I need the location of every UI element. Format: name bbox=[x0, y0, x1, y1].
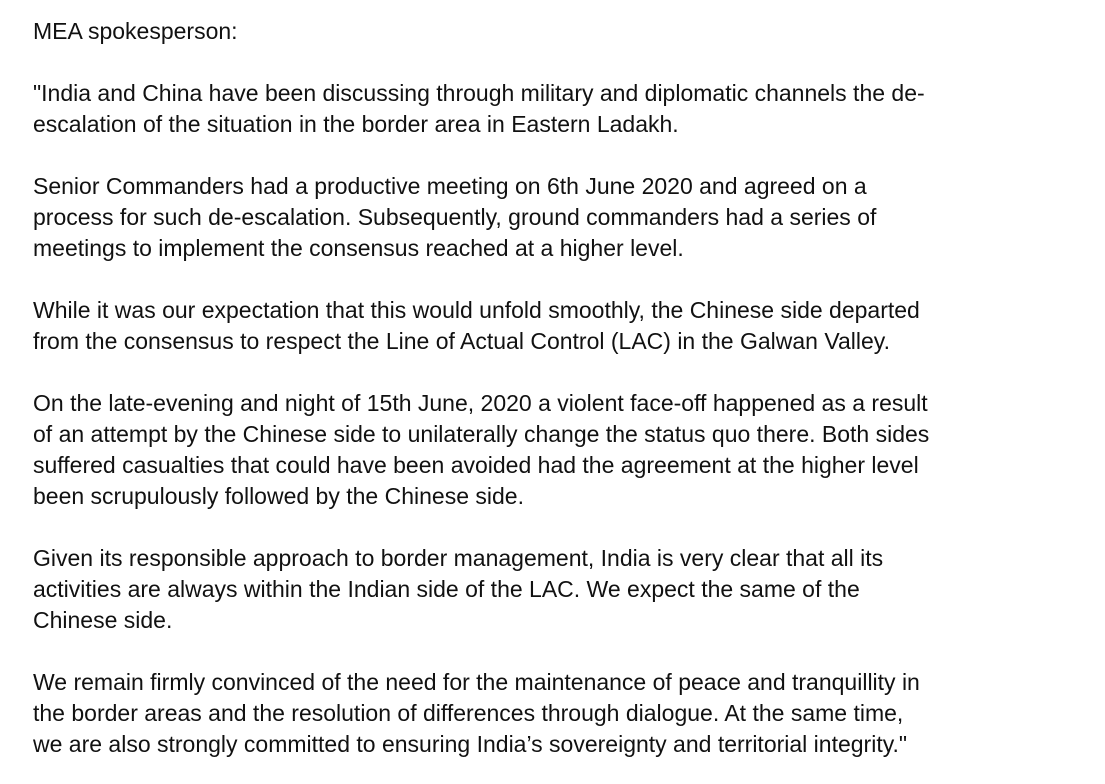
statement-paragraph-5: Given its responsible approach to border management, India is very clear that all its activities are always within the Indian side of the LAC. We expect the same of the Chinese side. bbox=[33, 545, 884, 633]
statement-heading: MEA spokesperson: bbox=[33, 18, 238, 44]
statement-paragraph-2: Senior Commanders had a productive meeting on 6th June 2020 and agreed on a process for such de-escalation. Subsequently, ground commanders had a series of meetings to implement the consensus reached at a higher level. bbox=[33, 173, 877, 261]
statement-document bbox=[33, 16, 1083, 760]
statement-paragraph-4: On the late-evening and night of 15th June, 2020 a violent face-off happened as a result of an attempt by the Chinese side to unilaterally change the status quo there. Both sides suffered casualties that could have been avoided had the agreement at the higher level been scrupulously followed by the Chinese side. bbox=[33, 390, 930, 509]
statement-paragraph-1: "India and China have been discussing through military and diplomatic channels the de- escalation of the situation in the border area in Eastern Ladakh. bbox=[33, 80, 925, 137]
statement-paragraph-3: While it was our expectation that this would unfold smoothly, the Chinese side departed from the consensus to respect the Line of Actual Control (LAC) in the Galwan Valley. bbox=[33, 297, 920, 354]
statement-paragraph-6: We remain firmly convinced of the need for the maintenance of peace and tranquillity in the border areas and the resolution of differences through dialogue. At the same time, we are also strongly committed to ensuring India’s sovereignty and territorial integrity." bbox=[33, 669, 920, 757]
